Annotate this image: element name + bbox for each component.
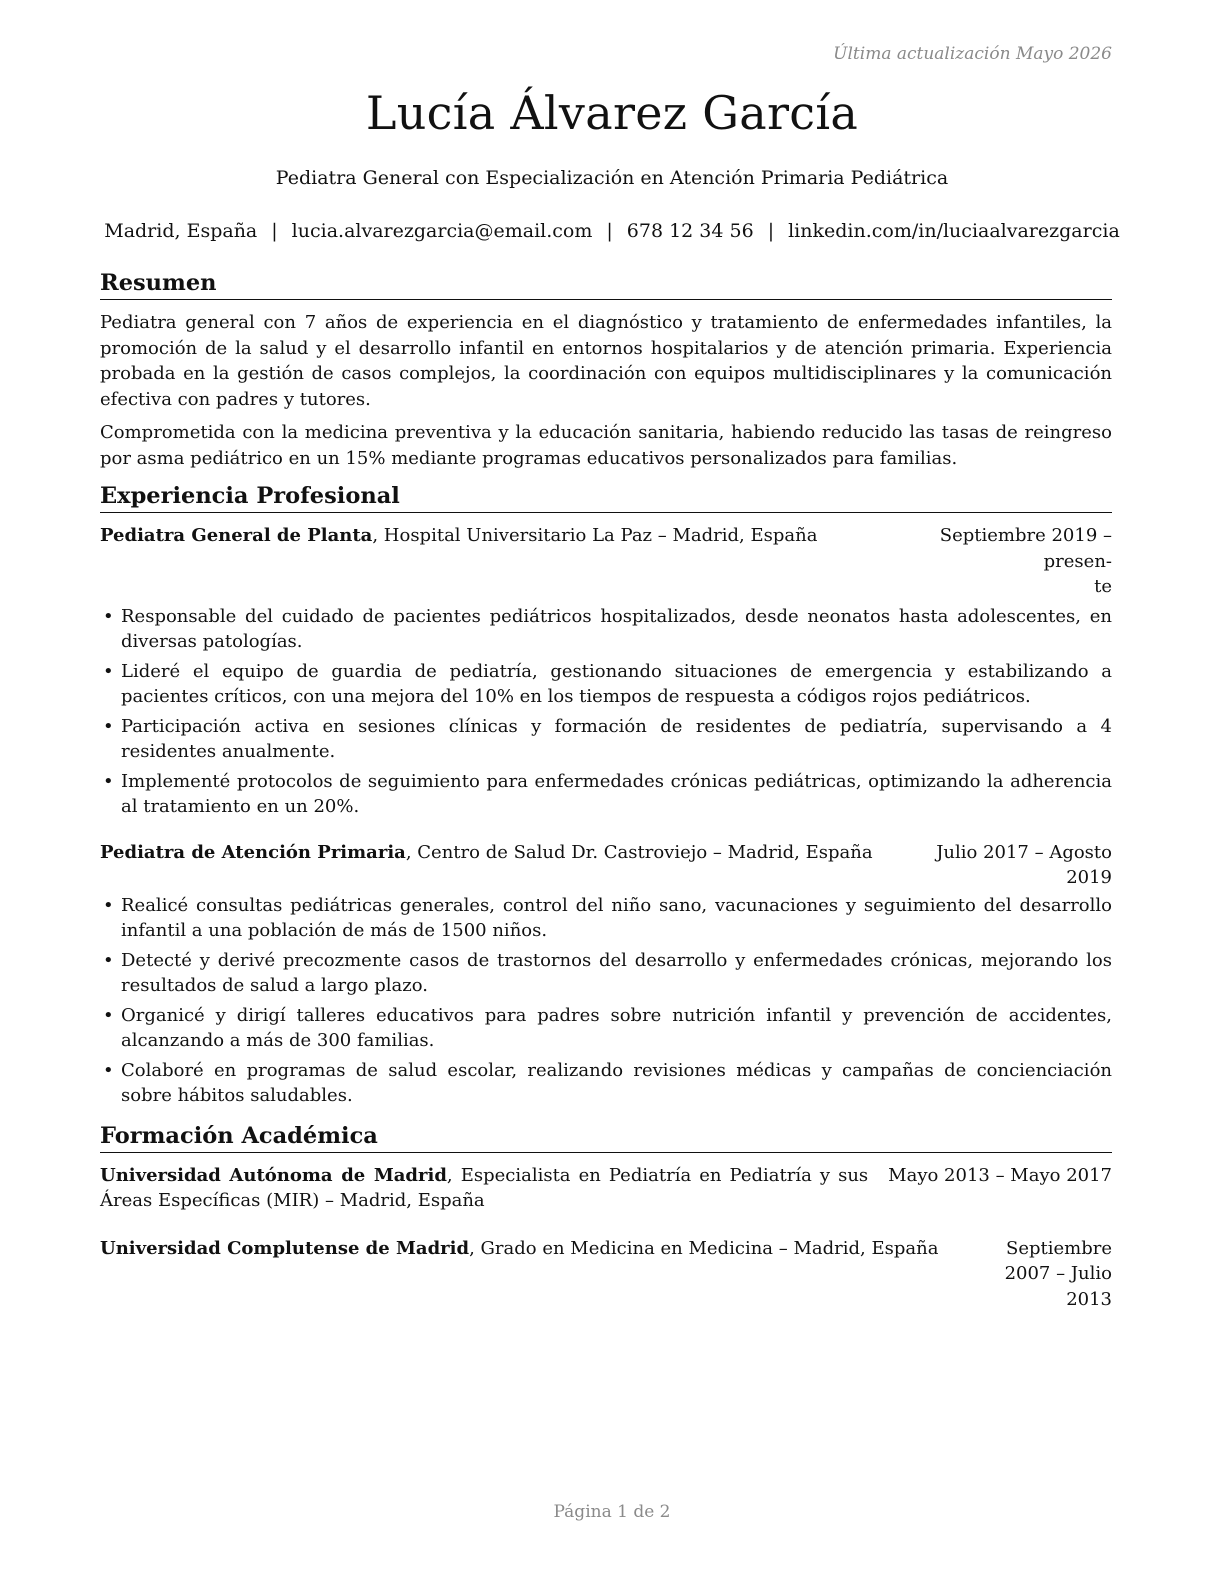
job-place: , Hospital Universitario La Paz – Madrid, España bbox=[372, 525, 818, 546]
list-item: • Implementé protocolos de seguimiento para enfermedades crónicas pediátricas, optimizando la adherencia al tratamiento en un 20%. bbox=[100, 769, 1112, 820]
summary-section bbox=[100, 268, 1112, 471]
education-detail: , Especialista en Pediatría en Pediatría y sus Áreas Específicas (MIR) – Madrid, España bbox=[100, 1164, 869, 1211]
experience-section bbox=[100, 481, 1112, 1109]
list-item: • Detecté y derivé precozmente casos de trastornos del desarrollo y enfermedades crónicas, mejorando los resultados de salud a largo plazo. bbox=[100, 948, 1112, 999]
job-bullets bbox=[100, 893, 1112, 1109]
list-item: • Lideré el equipo de guardia de pediatría, gestionando situaciones de emergencia y estabilizando a pacientes críticos, con una mejora del 10% en los tiempos de respuesta a códigos rojos pediátricos. bbox=[100, 659, 1112, 710]
contact-separator: | bbox=[767, 220, 775, 242]
contact-line bbox=[0, 220, 1224, 242]
job-date-line: te bbox=[1094, 576, 1112, 597]
education-section bbox=[100, 1121, 1112, 1313]
job-header bbox=[100, 523, 1112, 600]
list-item: • Participación activa en sesiones clínicas y formación de residentes de pediatría, supervisando a 4 residentes anualmente. bbox=[100, 714, 1112, 765]
education-heading: Formación Académica bbox=[100, 1121, 1112, 1153]
contact-phone: 678 12 34 56 bbox=[626, 220, 754, 242]
last-updated: Última actualización Mayo 2026 bbox=[833, 44, 1112, 64]
job-entry bbox=[100, 523, 1112, 820]
job-bullets bbox=[100, 604, 1112, 820]
job-role: Pediatra de Atención Primaria bbox=[100, 841, 406, 863]
summary-heading: Resumen bbox=[100, 268, 1112, 300]
job-dates: Julio 2017 – Agosto 2019 bbox=[936, 841, 1112, 888]
professional-title: Pediatra General con Especialización en Atención Primaria Pediátrica bbox=[275, 167, 949, 189]
education-detail: , Grado en Medicina en Medicina – Madrid, España bbox=[469, 1237, 939, 1259]
list-item: • Responsable del cuidado de pacientes pediátricos hospitalizados, desde neonatos hasta adolescentes, en diversas patologías. bbox=[100, 604, 1112, 655]
job-role: Pediatra General de Planta bbox=[100, 525, 373, 546]
job-entry bbox=[100, 840, 1112, 1109]
education-dates: Septiembre 2007 – Julio 2013 bbox=[1004, 1237, 1112, 1310]
list-item: • Organicé y dirigí talleres educativos para padres sobre nutrición infantil y prevención de accidentes, alcanzando a más de 300 familias. bbox=[100, 1003, 1112, 1054]
job-date-line: Septiembre 2019 – presen- bbox=[939, 525, 1112, 572]
summary-paragraph: Pediatra general con 7 años de experiencia en el diagnóstico y tratamiento de enfermedades infantiles, la promoción de la salud y el desarrollo infantil en entornos hospitalarios y de atención primaria. Experiencia probada en la gestión de casos complejos, la coordinación con equipos multidisciplinares y la comunicación efectiva con padres y tutores. bbox=[100, 312, 1112, 410]
education-entry bbox=[100, 1163, 1112, 1214]
contact-separator: | bbox=[606, 220, 613, 242]
summary-paragraph: Comprometida con la medicina preventiva y la educación sanitaria, habiendo reducido las tasas de reingreso por asma pediátrico en un 15% mediante programas educativos personalizados para familias. bbox=[100, 422, 1112, 469]
job-place: , Centro de Salud Dr. Castroviejo – Madrid, España bbox=[405, 841, 873, 863]
list-item: • Colaboré en programas de salud escolar, realizando revisiones médicas y campañas de concienciación sobre hábitos saludables. bbox=[100, 1058, 1112, 1109]
education-dates: Mayo 2013 – Mayo 2017 bbox=[888, 1164, 1112, 1186]
page-number: Página 1 de 2 bbox=[553, 1502, 671, 1522]
job-header bbox=[100, 840, 1112, 891]
experience-heading: Experiencia Profesional bbox=[100, 481, 1112, 513]
job-dates bbox=[877, 523, 1112, 600]
contact-location: Madrid, España bbox=[104, 220, 258, 242]
education-entry bbox=[100, 1236, 1112, 1313]
education-institution: Universidad Autónoma de Madrid bbox=[100, 1164, 447, 1186]
contact-linkedin[interactable]: linkedin.com/in/luciaalvarezgarcia bbox=[788, 220, 1120, 242]
list-item: • Realicé consultas pediátricas generales, control del niño sano, vacunaciones y seguimiento del desarrollo infantil a una población de más de 1500 niños. bbox=[100, 893, 1112, 944]
contact-email[interactable]: lucia.alvarezgarcia@email.com bbox=[291, 220, 593, 242]
candidate-name: Lucía Álvarez García bbox=[365, 86, 859, 140]
education-institution: Universidad Complutense de Madrid bbox=[100, 1237, 470, 1259]
contact-separator: | bbox=[271, 220, 278, 242]
resume-body bbox=[100, 268, 1112, 1334]
